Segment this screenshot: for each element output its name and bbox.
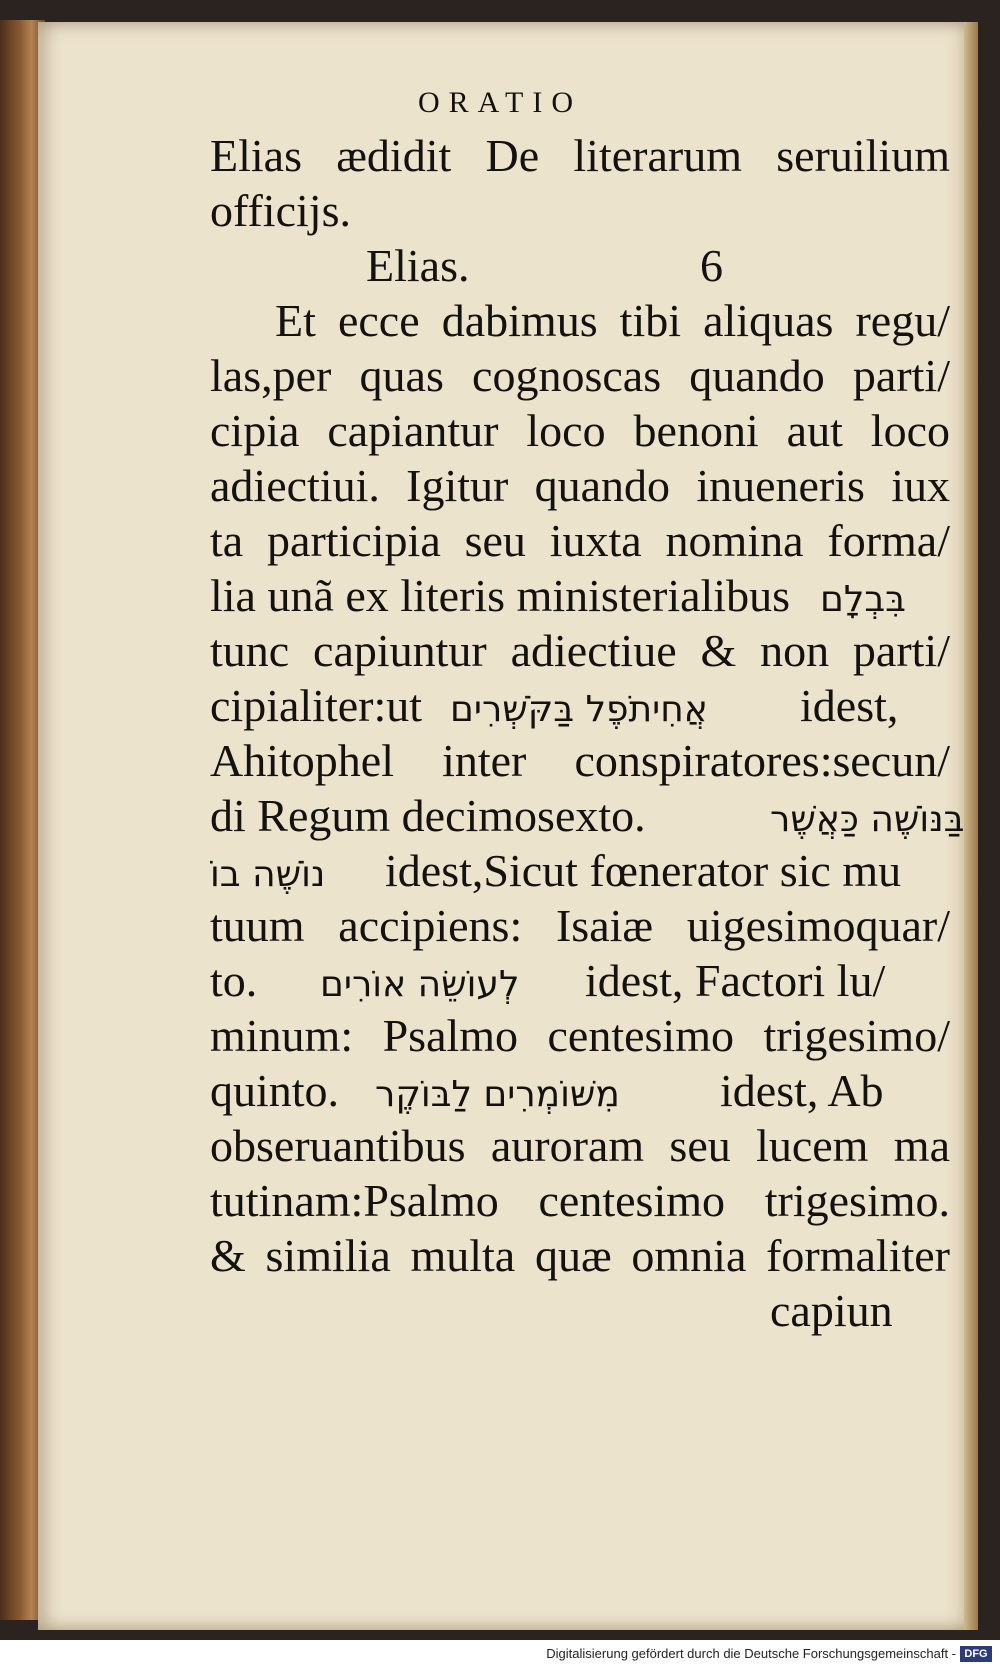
text-line: quinto. — [210, 1065, 340, 1116]
text-line: lia unã ex literis ministerialibus — [210, 570, 790, 621]
digitization-credit: Digitalisierung gefördert durch die Deutsche Forschungsgemeinschaft - — [546, 1646, 956, 1661]
text-line: tunc capiuntur adiectiue & non parti/ — [210, 625, 950, 676]
text-line: obseruantibus auroram seu lucem ma — [210, 1120, 950, 1171]
running-head: ORATIO — [418, 86, 582, 119]
text-line: idest, — [800, 680, 899, 731]
text-line: ta participia seu iuxta nomina forma/ — [210, 515, 950, 566]
hebrew-phrase: בַּנּוֹשֶׁה כַּאֲשֶׁר — [770, 799, 965, 840]
text-line: Ahitophel inter conspiratores:secun/ — [210, 735, 950, 786]
section-heading: Elias. — [366, 240, 470, 291]
text-line: minum: Psalmo centesimo trigesimo/ — [210, 1010, 950, 1061]
catchword: capiun — [770, 1285, 893, 1336]
text-line: to. — [210, 955, 258, 1006]
hebrew-phrase: אֲחִיתֹפֶל בַּקֹּשְׁרִים — [450, 689, 708, 730]
text-line: idest, Ab — [720, 1065, 884, 1116]
footer — [0, 1640, 1000, 1670]
text-line: & similia multa quæ omnia formaliter — [210, 1230, 950, 1281]
text-line: tuum accipiens: Isaiæ uigesimoquar/ — [210, 900, 950, 951]
text-line: Elias ædidit De literarum seruilium — [210, 130, 950, 181]
text-line: idest, Factori lu/ — [585, 955, 886, 1006]
text-line: tutinam:Psalmo centesimo trigesimo. — [210, 1175, 950, 1226]
hebrew-phrase: נוֹשֶׁה בוֹ — [210, 854, 326, 895]
text-line: las,per quas cognoscas quando parti/ — [210, 350, 950, 401]
dfg-logo: DFG — [960, 1646, 992, 1662]
text-line: cipialiter:ut — [210, 680, 423, 731]
hebrew-word: בִּבְלָם — [820, 579, 906, 620]
text-line: adiectiui. Igitur quando inueneris iux — [210, 460, 950, 511]
hebrew-phrase: לְעוֹשֵׂה אוֹרִים — [320, 964, 520, 1005]
page-edge — [964, 22, 978, 1630]
hebrew-phrase: מִשּׁוֹמְרִים לַבּוֹקֶר — [375, 1074, 620, 1115]
text-line: cipia capiantur loco benoni aut loco — [210, 405, 950, 456]
text-line: officijs. — [210, 185, 351, 236]
page-number: 6 — [700, 240, 723, 291]
text-line: Et ecce dabimus tibi aliquas regu/ — [275, 295, 950, 346]
text-line: di Regum decimosexto. — [210, 790, 646, 841]
text-line: idest,Sicut fœnerator sic mu — [385, 845, 902, 896]
